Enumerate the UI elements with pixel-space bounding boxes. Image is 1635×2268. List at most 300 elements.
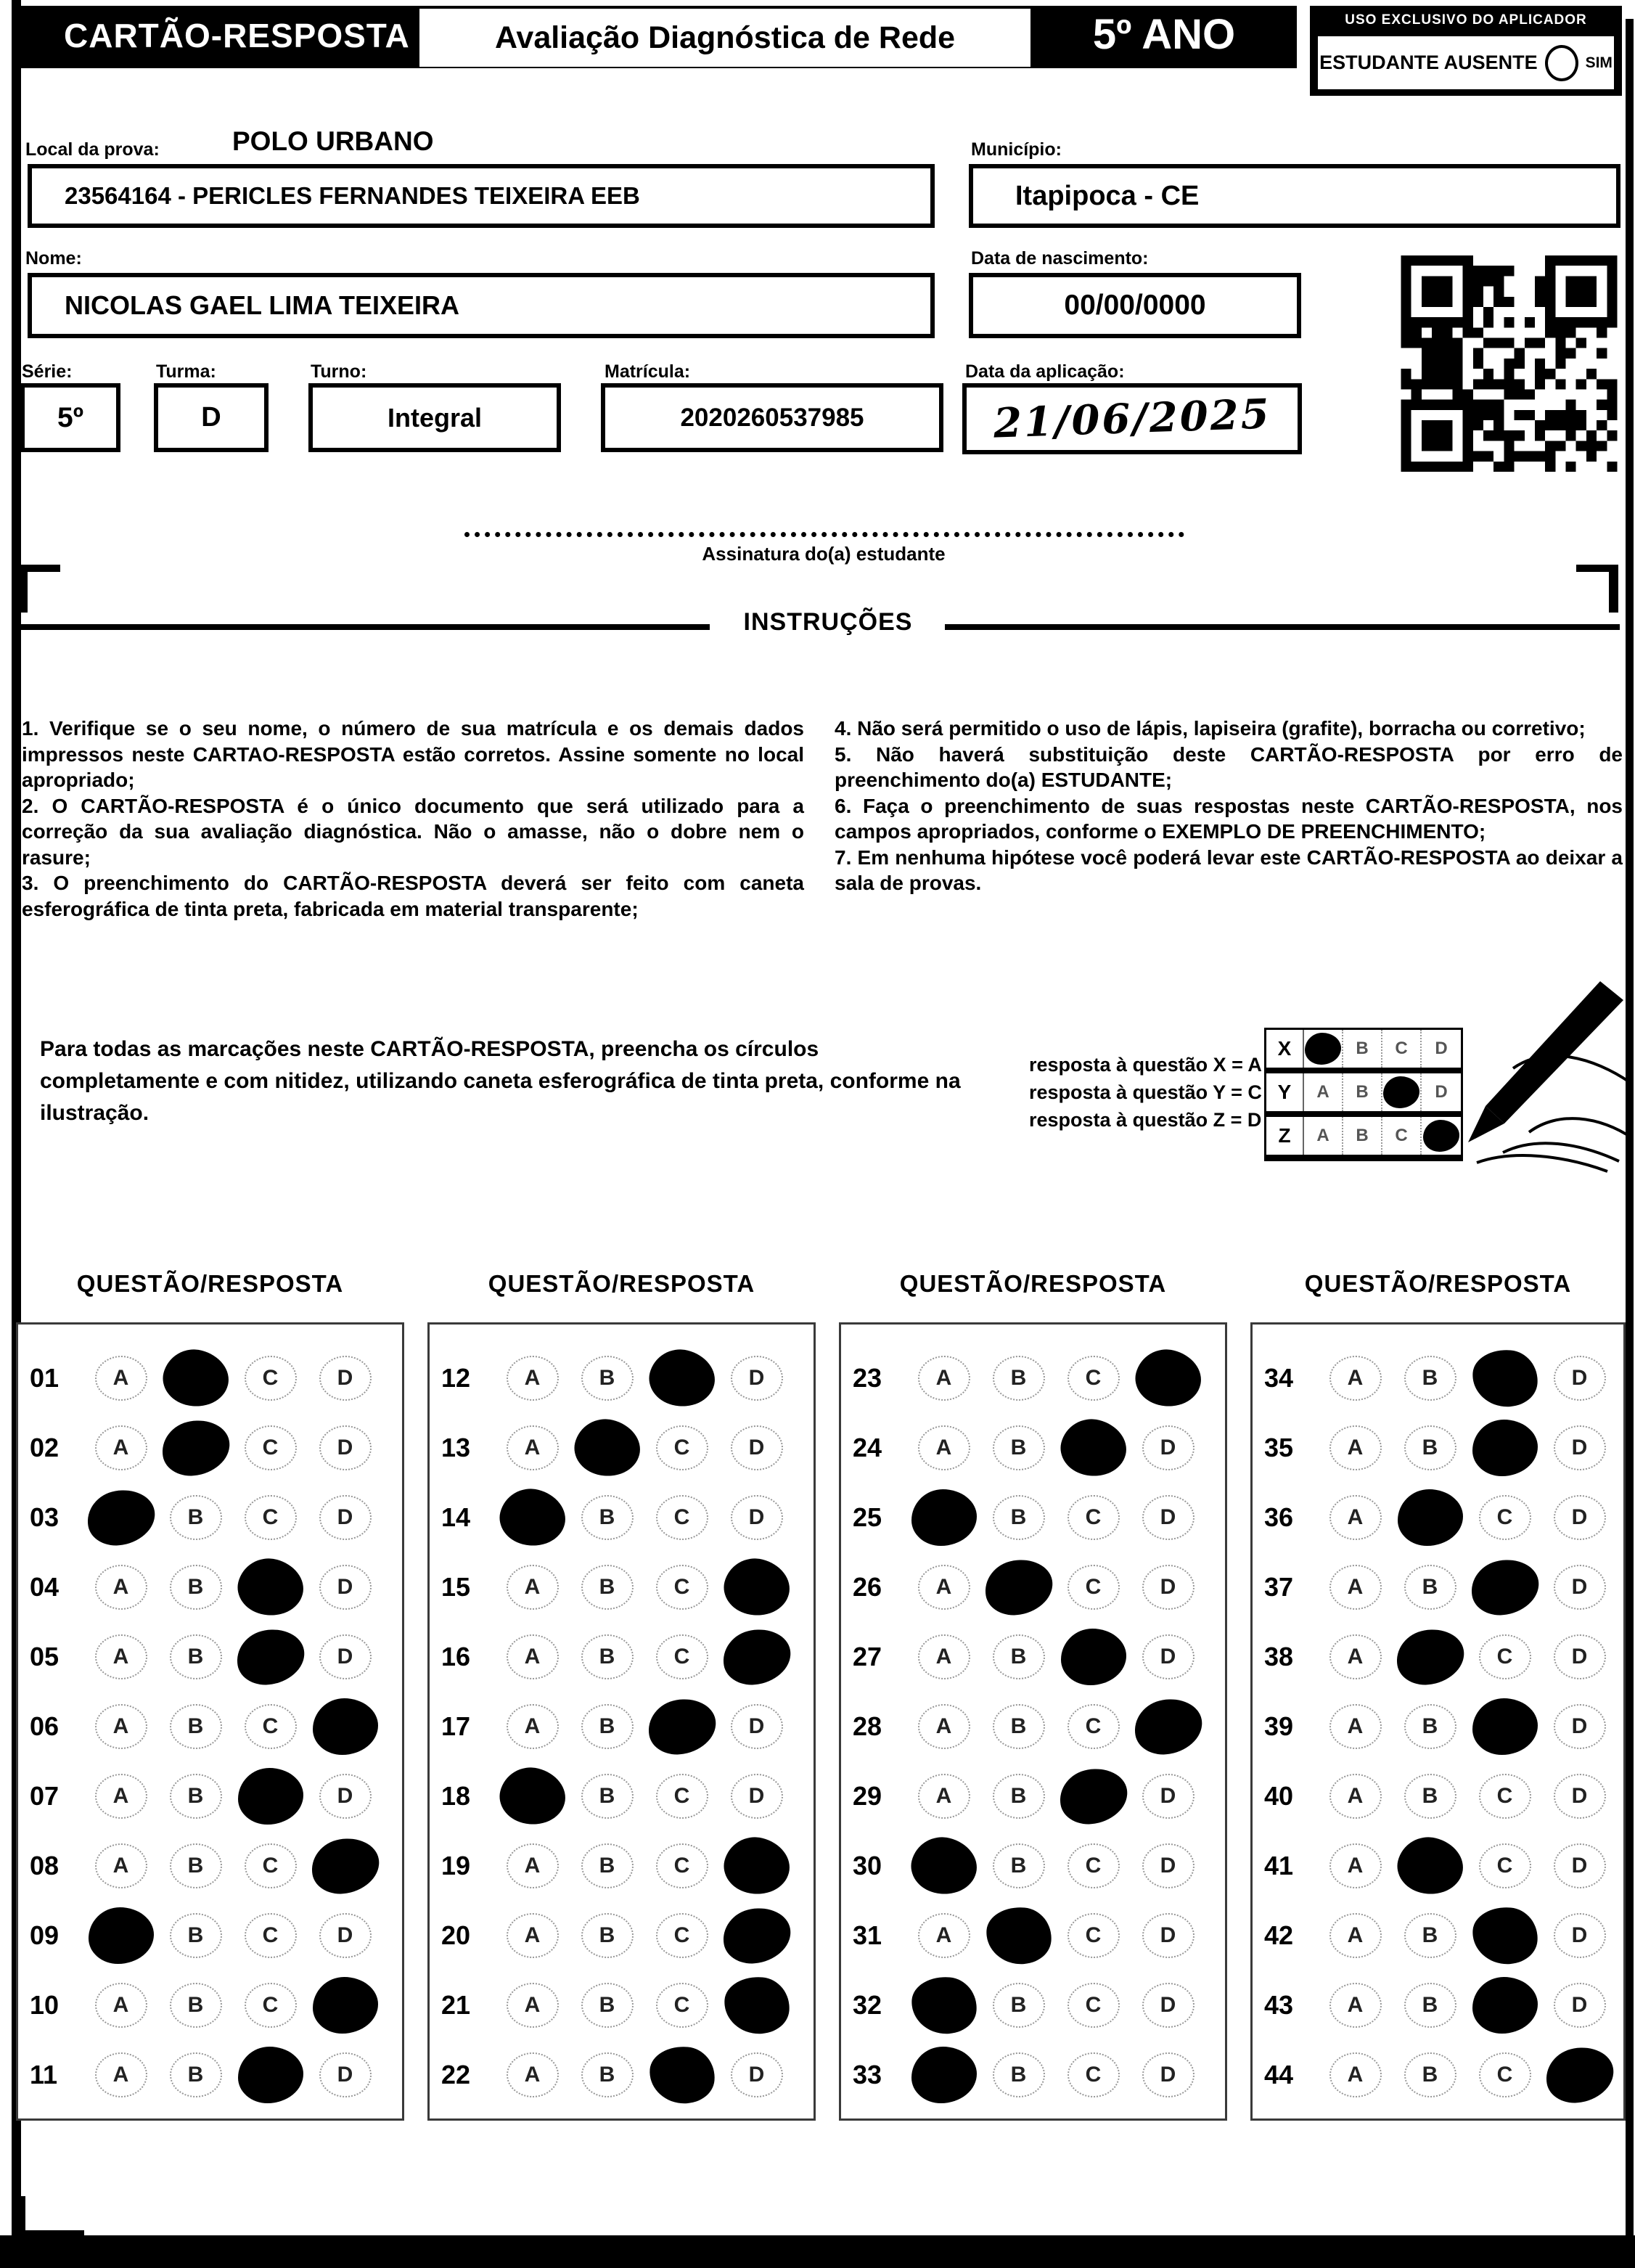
answer-bubble-letter: D bbox=[1554, 1704, 1606, 1749]
answer-bubble-letter: B bbox=[993, 1495, 1045, 1540]
bubble-10-C[interactable] bbox=[233, 1970, 308, 2040]
question-number: 06 bbox=[30, 1711, 60, 1741]
answer-bubble-letter: B bbox=[581, 1634, 634, 1679]
filled-answer-mark bbox=[911, 1489, 977, 1546]
answer-bubble-letter: D bbox=[319, 2052, 372, 2097]
bubble-09-B[interactable] bbox=[158, 1901, 233, 1970]
bubble-16-C[interactable] bbox=[644, 1622, 719, 1692]
bubble-26-B[interactable] bbox=[981, 1552, 1056, 1622]
question-row-30 bbox=[841, 1831, 1225, 1901]
answer-bubble-letter: B bbox=[993, 1356, 1045, 1401]
turno-label: Turno: bbox=[311, 361, 367, 382]
bubble-13-B[interactable] bbox=[570, 1413, 644, 1483]
answer-bubble-letter: D bbox=[319, 1913, 372, 1958]
bubble-43-B[interactable] bbox=[1393, 1970, 1467, 2040]
local-label: Local da prova: bbox=[25, 139, 160, 160]
answer-bubble-letter: D bbox=[1142, 1983, 1195, 2028]
bubble-15-D[interactable] bbox=[719, 1552, 794, 1622]
answer-bubble-letter: A bbox=[1329, 2052, 1382, 2097]
bubble-22-D[interactable] bbox=[719, 2040, 794, 2110]
bubble-12-A[interactable] bbox=[495, 1343, 570, 1413]
right-edge-bar bbox=[1626, 19, 1634, 2268]
bubble-11-A[interactable] bbox=[83, 2040, 158, 2110]
bubble-09-C[interactable] bbox=[233, 1901, 308, 1970]
question-number: 44 bbox=[1264, 2060, 1294, 2089]
bubble-01-A[interactable] bbox=[83, 1343, 158, 1413]
bubble-44-B[interactable] bbox=[1393, 2040, 1467, 2110]
answer-bubble-letter: C bbox=[1479, 2052, 1531, 2097]
answer-bubble-letter: B bbox=[993, 1634, 1045, 1679]
bubble-19-B[interactable] bbox=[570, 1831, 644, 1901]
answer-bubble-letter: B bbox=[581, 1565, 634, 1610]
bubble-07-A[interactable] bbox=[83, 1761, 158, 1831]
question-number: 20 bbox=[441, 1920, 471, 1950]
bubble-30-C[interactable] bbox=[1056, 1831, 1131, 1901]
filled-answer-mark bbox=[980, 1555, 1057, 1620]
bubble-31-B[interactable] bbox=[981, 1901, 1056, 1970]
question-row-20 bbox=[430, 1901, 814, 1970]
filled-answer-mark bbox=[909, 1974, 978, 2036]
bubble-04-C[interactable] bbox=[233, 1552, 308, 1622]
bubble-34-B[interactable] bbox=[1393, 1343, 1467, 1413]
instruction-item: 5. Não haverá substituição deste CARTÃO-RESPOSTA por erro de preenchimento do(a) ESTUDANTE; bbox=[835, 742, 1623, 791]
bubble-42-A[interactable] bbox=[1318, 1901, 1393, 1970]
bubble-19-D[interactable] bbox=[719, 1831, 794, 1901]
filled-answer-mark bbox=[313, 1698, 378, 1755]
corner-bracket-top-right bbox=[1576, 565, 1618, 613]
question-number: 18 bbox=[441, 1781, 471, 1811]
bubble-38-B[interactable] bbox=[1393, 1622, 1467, 1692]
bubble-35-A[interactable] bbox=[1318, 1413, 1393, 1483]
bubble-44-D[interactable] bbox=[1542, 2040, 1617, 2110]
bubble-07-D[interactable] bbox=[308, 1761, 382, 1831]
bubble-22-C[interactable] bbox=[644, 2040, 719, 2110]
bubble-16-B[interactable] bbox=[570, 1622, 644, 1692]
bubble-13-D[interactable] bbox=[719, 1413, 794, 1483]
question-row-40 bbox=[1253, 1761, 1623, 1831]
answer-bubble-letter: D bbox=[1142, 1565, 1195, 1610]
bubble-32-B[interactable] bbox=[981, 1970, 1056, 2040]
bubble-20-C[interactable] bbox=[644, 1901, 719, 1970]
bubble-33-A[interactable] bbox=[906, 2040, 981, 2110]
question-number: 38 bbox=[1264, 1642, 1294, 1671]
answer-bubble-letter: D bbox=[1554, 1913, 1606, 1958]
filled-answer-mark bbox=[1055, 1764, 1131, 1829]
bubble-37-D[interactable] bbox=[1542, 1552, 1617, 1622]
bubble-21-A[interactable] bbox=[495, 1970, 570, 2040]
answer-bubble-letter: C bbox=[245, 1913, 297, 1958]
bubble-18-C[interactable] bbox=[644, 1761, 719, 1831]
bubble-05-C[interactable] bbox=[233, 1622, 308, 1692]
answer-bubble-letter: A bbox=[507, 2052, 559, 2097]
bubble-27-D[interactable] bbox=[1131, 1622, 1205, 1692]
bubble-02-A[interactable] bbox=[83, 1413, 158, 1483]
bubble-42-D[interactable] bbox=[1542, 1901, 1617, 1970]
bubble-24-C[interactable] bbox=[1056, 1413, 1131, 1483]
bubble-02-D[interactable] bbox=[308, 1413, 382, 1483]
bubble-19-C[interactable] bbox=[644, 1831, 719, 1901]
bubble-20-A[interactable] bbox=[495, 1901, 570, 1970]
bubble-06-D[interactable] bbox=[308, 1692, 382, 1761]
bubble-23-B[interactable] bbox=[981, 1343, 1056, 1413]
bubble-02-C[interactable] bbox=[233, 1413, 308, 1483]
example-filled-mark bbox=[1423, 1120, 1459, 1152]
bubble-08-C[interactable] bbox=[233, 1831, 308, 1901]
bubble-40-C[interactable] bbox=[1467, 1761, 1542, 1831]
question-number: 04 bbox=[30, 1572, 60, 1602]
question-number: 34 bbox=[1264, 1363, 1294, 1393]
bubble-01-C[interactable] bbox=[233, 1343, 308, 1413]
filled-answer-mark bbox=[157, 1343, 234, 1413]
bubble-21-D[interactable] bbox=[719, 1970, 794, 2040]
bubble-10-B[interactable] bbox=[158, 1970, 233, 2040]
bubble-28-C[interactable] bbox=[1056, 1692, 1131, 1761]
answer-bubble-letter: A bbox=[507, 1843, 559, 1888]
bubble-32-A[interactable] bbox=[906, 1970, 981, 2040]
bubble-12-B[interactable] bbox=[570, 1343, 644, 1413]
answer-bubble-letter: B bbox=[1404, 1704, 1456, 1749]
answer-bubble-letter: A bbox=[507, 1356, 559, 1401]
bubble-36-A[interactable] bbox=[1318, 1483, 1393, 1552]
bubble-24-B[interactable] bbox=[981, 1413, 1056, 1483]
example-legend bbox=[1029, 1051, 1262, 1134]
bubble-21-B[interactable] bbox=[570, 1970, 644, 2040]
filled-answer-mark bbox=[157, 1415, 234, 1481]
bubble-33-B[interactable] bbox=[981, 2040, 1056, 2110]
question-number: 33 bbox=[853, 2060, 882, 2089]
bubble-22-B[interactable] bbox=[570, 2040, 644, 2110]
bubble-02-B[interactable] bbox=[158, 1413, 233, 1483]
bubble-37-C[interactable] bbox=[1467, 1552, 1542, 1622]
bubble-25-B[interactable] bbox=[981, 1483, 1056, 1552]
bubble-15-B[interactable] bbox=[570, 1552, 644, 1622]
question-number: 22 bbox=[441, 2060, 471, 2089]
bubble-14-D[interactable] bbox=[719, 1483, 794, 1552]
bubble-27-A[interactable] bbox=[906, 1622, 981, 1692]
bubble-31-D[interactable] bbox=[1131, 1901, 1205, 1970]
page-title: CARTÃO-RESPOSTA bbox=[64, 17, 410, 54]
answer-bubble-letter: A bbox=[918, 1634, 970, 1679]
question-number: 12 bbox=[441, 1363, 471, 1393]
bubble-29-B[interactable] bbox=[981, 1761, 1056, 1831]
bubble-44-C[interactable] bbox=[1467, 2040, 1542, 2110]
bubble-35-D[interactable] bbox=[1542, 1413, 1617, 1483]
question-row-43 bbox=[1253, 1970, 1623, 2040]
question-row-19 bbox=[430, 1831, 814, 1901]
bubble-23-A[interactable] bbox=[906, 1343, 981, 1413]
example-option-X-B: B bbox=[1343, 1030, 1382, 1068]
bubble-31-A[interactable] bbox=[906, 1901, 981, 1970]
answer-bubble-letter: A bbox=[507, 1913, 559, 1958]
bubble-27-C[interactable] bbox=[1056, 1622, 1131, 1692]
bubble-43-C[interactable] bbox=[1467, 1970, 1542, 2040]
answer-bubble-letter: C bbox=[656, 1495, 708, 1540]
question-row-31 bbox=[841, 1901, 1225, 1970]
answer-bubble-letter: B bbox=[170, 1983, 222, 2028]
bubble-08-B[interactable] bbox=[158, 1831, 233, 1901]
bubble-14-A[interactable] bbox=[495, 1483, 570, 1552]
bubble-12-C[interactable] bbox=[644, 1343, 719, 1413]
bubble-29-C[interactable] bbox=[1056, 1761, 1131, 1831]
example-option-Y-B: B bbox=[1343, 1073, 1382, 1111]
bubble-40-B[interactable] bbox=[1393, 1761, 1467, 1831]
bubble-05-B[interactable] bbox=[158, 1622, 233, 1692]
bubble-01-D[interactable] bbox=[308, 1343, 382, 1413]
bubble-37-A[interactable] bbox=[1318, 1552, 1393, 1622]
answer-bubble-letter: D bbox=[731, 1425, 783, 1470]
answer-bubble-letter: D bbox=[1554, 1843, 1606, 1888]
bubble-38-C[interactable] bbox=[1467, 1622, 1542, 1692]
answer-bubble-letter: B bbox=[993, 1425, 1045, 1470]
answer-bubble-letter: C bbox=[656, 1425, 708, 1470]
bubble-42-C[interactable] bbox=[1467, 1901, 1542, 1970]
instruction-item: 2. O CARTÃO-RESPOSTA é o único documento que será utilizado para a correção da sua avaliação diagnóstica. Não o amasse, não o dobre nem o rasure; bbox=[22, 794, 804, 869]
answer-bubble-letter: B bbox=[1404, 1913, 1456, 1958]
answer-bubble-letter: C bbox=[1068, 1913, 1120, 1958]
question-row-41 bbox=[1253, 1831, 1623, 1901]
bubble-10-D[interactable] bbox=[308, 1970, 382, 2040]
bubble-39-D[interactable] bbox=[1542, 1692, 1617, 1761]
instruction-item: 1. Verifique se o seu nome, o número de sua matrícula e os demais dados impressos neste CARTAO-RESPOSTA estão corretos. Assine somente no local apropriado; bbox=[22, 717, 804, 791]
bubble-03-C[interactable] bbox=[233, 1483, 308, 1552]
bubble-11-C[interactable] bbox=[233, 2040, 308, 2110]
bubble-03-B[interactable] bbox=[158, 1483, 233, 1552]
absent-bubble[interactable] bbox=[1545, 45, 1578, 81]
bubble-14-B[interactable] bbox=[570, 1483, 644, 1552]
bubble-25-D[interactable] bbox=[1131, 1483, 1205, 1552]
question-number: 05 bbox=[30, 1642, 60, 1671]
bubble-20-B[interactable] bbox=[570, 1901, 644, 1970]
question-number: 35 bbox=[1264, 1433, 1294, 1462]
bubble-03-A[interactable] bbox=[83, 1483, 158, 1552]
bubble-44-A[interactable] bbox=[1318, 2040, 1393, 2110]
bubble-28-B[interactable] bbox=[981, 1692, 1056, 1761]
bubble-36-D[interactable] bbox=[1542, 1483, 1617, 1552]
bubble-14-C[interactable] bbox=[644, 1483, 719, 1552]
filled-answer-mark bbox=[983, 1904, 1053, 1967]
bubble-06-A[interactable] bbox=[83, 1692, 158, 1761]
bubble-39-B[interactable] bbox=[1393, 1692, 1467, 1761]
answer-bubble-letter: B bbox=[993, 1704, 1045, 1749]
bubble-28-D[interactable] bbox=[1131, 1692, 1205, 1761]
answer-bubble-letter: B bbox=[170, 1565, 222, 1610]
answer-column-header: QUESTÃO/RESPOSTA bbox=[899, 1270, 1167, 1297]
answer-bubble-letter: A bbox=[1329, 1913, 1382, 1958]
bubble-34-D[interactable] bbox=[1542, 1343, 1617, 1413]
answer-column-header: QUESTÃO/RESPOSTA bbox=[1304, 1270, 1572, 1297]
question-row-38 bbox=[1253, 1622, 1623, 1692]
bubble-10-A[interactable] bbox=[83, 1970, 158, 2040]
bubble-05-D[interactable] bbox=[308, 1622, 382, 1692]
bubble-13-C[interactable] bbox=[644, 1413, 719, 1483]
bubble-25-C[interactable] bbox=[1056, 1483, 1131, 1552]
answer-bubble-letter: A bbox=[95, 1356, 147, 1401]
bubble-40-D[interactable] bbox=[1542, 1761, 1617, 1831]
instruction-item: 6. Faça o preenchimento de suas respostas neste CARTÃO-RESPOSTA, nos campos apropriados, conforme o EXEMPLO DE PREENCHIMENTO; bbox=[835, 794, 1623, 843]
bubble-43-D[interactable] bbox=[1542, 1970, 1617, 2040]
filled-answer-mark bbox=[905, 1830, 982, 1901]
bubble-24-A[interactable] bbox=[906, 1413, 981, 1483]
school-field: 23564164 - PERICLES FERNANDES TEIXEIRA EEB bbox=[28, 164, 935, 228]
bubble-30-B[interactable] bbox=[981, 1831, 1056, 1901]
grade-label: 5º ANO bbox=[1092, 11, 1236, 58]
bubble-26-D[interactable] bbox=[1131, 1552, 1205, 1622]
bubble-32-D[interactable] bbox=[1131, 1970, 1205, 2040]
answer-bubble-letter: A bbox=[95, 1843, 147, 1888]
answer-bubble-letter: A bbox=[918, 1425, 970, 1470]
answer-column-1 bbox=[16, 1322, 404, 2121]
bubble-43-A[interactable] bbox=[1318, 1970, 1393, 2040]
bubble-04-A[interactable] bbox=[83, 1552, 158, 1622]
bubble-33-D[interactable] bbox=[1131, 2040, 1205, 2110]
filled-answer-mark bbox=[718, 1903, 795, 1968]
nome-label: Nome: bbox=[25, 248, 82, 269]
answer-column-2 bbox=[427, 1322, 816, 2121]
bubble-04-D[interactable] bbox=[308, 1552, 382, 1622]
instructions-rule-left bbox=[20, 624, 710, 630]
answer-bubble-letter: D bbox=[319, 1495, 372, 1540]
answer-bubble-letter: C bbox=[1068, 1983, 1120, 2028]
bubble-04-B[interactable] bbox=[158, 1552, 233, 1622]
bubble-24-D[interactable] bbox=[1131, 1413, 1205, 1483]
bubble-29-A[interactable] bbox=[906, 1761, 981, 1831]
bubble-26-C[interactable] bbox=[1056, 1552, 1131, 1622]
aplicacao-field[interactable] bbox=[962, 383, 1302, 454]
bubble-16-D[interactable] bbox=[719, 1622, 794, 1692]
filled-answer-mark bbox=[493, 1761, 570, 1831]
question-row-16 bbox=[430, 1622, 814, 1692]
bubble-25-A[interactable] bbox=[906, 1483, 981, 1552]
answer-bubble-letter: A bbox=[95, 1425, 147, 1470]
bubble-39-A[interactable] bbox=[1318, 1692, 1393, 1761]
question-row-26 bbox=[841, 1552, 1225, 1622]
instruction-item: 7. Em nenhuma hipótese você poderá levar este CARTÃO-RESPOSTA ao deixar a sala de provas. bbox=[835, 846, 1623, 894]
bubble-23-D[interactable] bbox=[1131, 1343, 1205, 1413]
bubble-28-A[interactable] bbox=[906, 1692, 981, 1761]
bubble-13-A[interactable] bbox=[495, 1413, 570, 1483]
bubble-35-C[interactable] bbox=[1467, 1413, 1542, 1483]
turma-field: D bbox=[154, 383, 269, 452]
bubble-07-C[interactable] bbox=[233, 1761, 308, 1831]
bubble-41-D[interactable] bbox=[1542, 1831, 1617, 1901]
bubble-19-A[interactable] bbox=[495, 1831, 570, 1901]
bubble-08-D[interactable] bbox=[308, 1831, 382, 1901]
bubble-41-A[interactable] bbox=[1318, 1831, 1393, 1901]
bubble-26-A[interactable] bbox=[906, 1552, 981, 1622]
bubble-34-A[interactable] bbox=[1318, 1343, 1393, 1413]
question-number: 11 bbox=[30, 2060, 58, 2089]
bubble-11-D[interactable] bbox=[308, 2040, 382, 2110]
bubble-12-D[interactable] bbox=[719, 1343, 794, 1413]
bubble-11-B[interactable] bbox=[158, 2040, 233, 2110]
bubble-40-A[interactable] bbox=[1318, 1761, 1393, 1831]
bubble-16-A[interactable] bbox=[495, 1622, 570, 1692]
question-number: 10 bbox=[30, 1990, 60, 2020]
bubble-29-D[interactable] bbox=[1131, 1761, 1205, 1831]
bubble-17-A[interactable] bbox=[495, 1692, 570, 1761]
answer-bubble-letter: A bbox=[1329, 1634, 1382, 1679]
bubble-06-B[interactable] bbox=[158, 1692, 233, 1761]
bubble-09-A[interactable] bbox=[83, 1901, 158, 1970]
bubble-39-C[interactable] bbox=[1467, 1692, 1542, 1761]
aplicacao-label: Data da aplicação: bbox=[965, 361, 1125, 382]
bubble-18-A[interactable] bbox=[495, 1761, 570, 1831]
answer-bubble-letter: B bbox=[581, 1913, 634, 1958]
bubble-30-D[interactable] bbox=[1131, 1831, 1205, 1901]
filled-answer-mark bbox=[1061, 1629, 1126, 1685]
bubble-35-B[interactable] bbox=[1393, 1413, 1467, 1483]
question-number: 21 bbox=[441, 1990, 471, 2020]
answer-bubble-letter: D bbox=[319, 1356, 372, 1401]
bubble-37-B[interactable] bbox=[1393, 1552, 1467, 1622]
question-row-35 bbox=[1253, 1413, 1623, 1483]
nome-field: NICOLAS GAEL LIMA TEIXEIRA bbox=[28, 273, 935, 338]
bubble-06-C[interactable] bbox=[233, 1692, 308, 1761]
nascimento-field: 00/00/0000 bbox=[969, 273, 1301, 338]
bubble-20-D[interactable] bbox=[719, 1901, 794, 1970]
bubble-27-B[interactable] bbox=[981, 1622, 1056, 1692]
answer-bubble-letter: C bbox=[1068, 2052, 1120, 2097]
answer-bubble-letter: B bbox=[581, 1983, 634, 2028]
bubble-34-C[interactable] bbox=[1467, 1343, 1542, 1413]
bubble-41-C[interactable] bbox=[1467, 1831, 1542, 1901]
bubble-38-D[interactable] bbox=[1542, 1622, 1617, 1692]
answer-bubble-letter: A bbox=[1329, 1425, 1382, 1470]
bubble-41-B[interactable] bbox=[1393, 1831, 1467, 1901]
bubble-03-D[interactable] bbox=[308, 1483, 382, 1552]
question-row-34 bbox=[1253, 1343, 1623, 1413]
filled-answer-mark bbox=[644, 1694, 720, 1759]
bubble-17-C[interactable] bbox=[644, 1692, 719, 1761]
bubble-38-A[interactable] bbox=[1318, 1622, 1393, 1692]
question-number: 25 bbox=[853, 1502, 882, 1532]
bubble-33-C[interactable] bbox=[1056, 2040, 1131, 2110]
bubble-18-B[interactable] bbox=[570, 1761, 644, 1831]
bubble-15-A[interactable] bbox=[495, 1552, 570, 1622]
instructions-title: INSTRUÇÕES bbox=[743, 608, 913, 636]
question-number: 43 bbox=[1264, 1990, 1294, 2020]
bubble-15-C[interactable] bbox=[644, 1552, 719, 1622]
bubble-36-B[interactable] bbox=[1393, 1483, 1467, 1552]
bubble-17-B[interactable] bbox=[570, 1692, 644, 1761]
bubble-30-A[interactable] bbox=[906, 1831, 981, 1901]
filled-answer-mark bbox=[493, 1482, 570, 1552]
bubble-08-A[interactable] bbox=[83, 1831, 158, 1901]
bubble-21-C[interactable] bbox=[644, 1970, 719, 2040]
example-option-X-D: D bbox=[1435, 1039, 1448, 1058]
bubble-36-C[interactable] bbox=[1467, 1483, 1542, 1552]
filled-answer-mark bbox=[1392, 1624, 1468, 1690]
bubble-22-A[interactable] bbox=[495, 2040, 570, 2110]
filled-answer-mark bbox=[643, 1343, 720, 1413]
bubble-01-B[interactable] bbox=[158, 1343, 233, 1413]
nascimento-label: Data de nascimento: bbox=[971, 248, 1149, 269]
signature-line[interactable] bbox=[464, 532, 1184, 537]
bubble-23-C[interactable] bbox=[1056, 1343, 1131, 1413]
bubble-32-C[interactable] bbox=[1056, 1970, 1131, 2040]
bubble-09-D[interactable] bbox=[308, 1901, 382, 1970]
question-number: 41 bbox=[1264, 1851, 1294, 1880]
bubble-42-B[interactable] bbox=[1393, 1901, 1467, 1970]
bubble-17-D[interactable] bbox=[719, 1692, 794, 1761]
filled-answer-mark bbox=[911, 2047, 977, 2103]
bubble-07-B[interactable] bbox=[158, 1761, 233, 1831]
bubble-31-C[interactable] bbox=[1056, 1901, 1131, 1970]
bubble-18-D[interactable] bbox=[719, 1761, 794, 1831]
answer-bubble-letter: A bbox=[95, 1704, 147, 1749]
answer-bubble-letter: C bbox=[245, 1425, 297, 1470]
bubble-05-A[interactable] bbox=[83, 1622, 158, 1692]
